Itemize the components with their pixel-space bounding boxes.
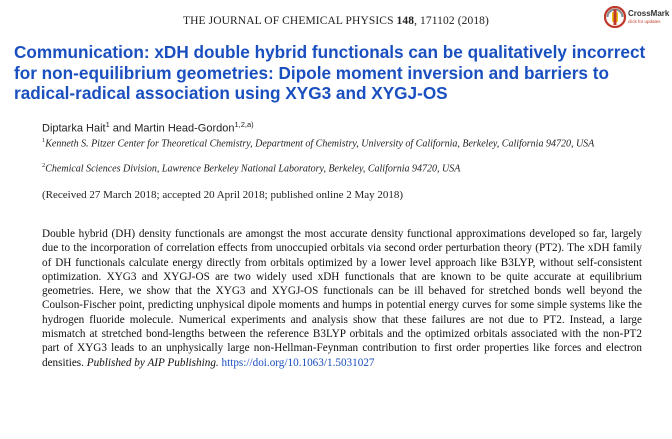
affiliation-number: 2 — [42, 162, 46, 169]
publisher-note: Published by AIP Publishing. — [86, 356, 219, 369]
author-list — [42, 120, 254, 135]
article-title: Communication: xDH double hybrid functionals can be qualitatively incorrect for non-equilibrium geometries: Dipole moment inversion and barriers to radical-radical association using XYG3 and XYGJ-OS — [14, 42, 646, 103]
crossmark-subtitle: click for updates — [628, 18, 661, 24]
affiliation — [42, 160, 642, 176]
journal-volume: 148 — [396, 15, 415, 27]
affiliation-text: Chemical Sciences Division, Lawrence Berkeley National Laboratory, Berkeley, California 94720, USA — [45, 163, 461, 175]
author-superscript: 1 — [105, 120, 110, 129]
crossmark-badge[interactable] — [604, 4, 670, 30]
crossmark-icon — [604, 6, 626, 28]
affiliation-number: 1 — [42, 137, 46, 144]
author-superscript: 1,2,a) — [234, 120, 254, 129]
journal-header — [0, 15, 672, 27]
journal-name: THE JOURNAL OF CHEMICAL PHYSICS — [183, 15, 394, 27]
abstract-text: Double hybrid (DH) density functionals are amongst the most accurate density functional approximations developed so far, largely due to the incorporation of correlation effects from unoccupied orbitals via second order perturbation theory (PT2). The xDH family of DH functionals calculate energy directly from orbitals optimized by a lower level approach like B3LYP, without self-consistent optimization. XYG3 and XYGJ-OS are two widely used xDH functionals that are known to be quite accurate at equilibrium geometries. Here, we show that the XYG3 and XYGJ-OS functionals can be ill behaved for stretched bonds well beyond the Coulson-Fischer point, predicting unphysical dipole moments and humps in potential energy curves for some simple systems like the hydrogen fluoride molecule. Numerical experiments and analysis show that these failures are not due to PT2. Instead, a large mismatch at stretched bond-lengths between the reference B3LYP orbitals and the optimized orbitals associated with the non-PT2 part of XYG3 leads to an unphysically large non-Hellman-Feynman contribution to first order properties like forces and electron densities. — [42, 228, 642, 369]
journal-citation: , 171102 (2018) — [414, 15, 489, 27]
received-dates: (Received 27 March 2018; accepted 20 April 2018; published online 2 May 2018) — [42, 189, 404, 201]
abstract — [42, 227, 642, 370]
crossmark-title: CrossMark — [628, 8, 670, 18]
author-separator: and — [109, 122, 135, 135]
author-name: Diptarka Hait — [42, 122, 106, 135]
affiliation-text: Kenneth S. Pitzer Center for Theoretical Chemistry, Department of Chemistry, University of California, Berkeley, California 94720, USA — [45, 138, 595, 150]
affiliation — [42, 135, 642, 151]
author-name: Martin Head-Gordon — [134, 122, 235, 135]
doi-link[interactable]: https://doi.org/10.1063/1.5031027 — [221, 356, 375, 369]
